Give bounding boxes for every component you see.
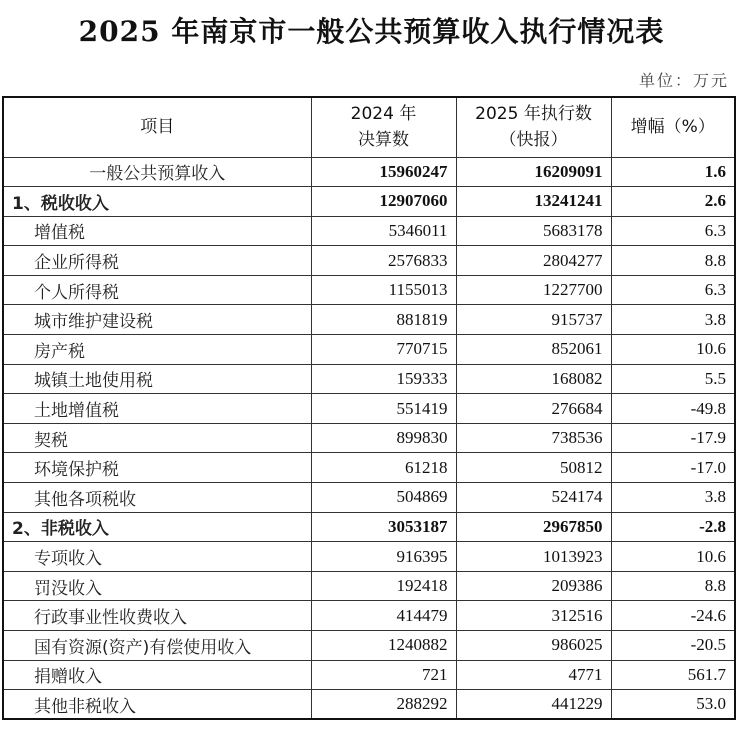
row-2025-value: 312516 xyxy=(456,601,611,631)
table-row xyxy=(3,690,735,720)
table-row xyxy=(3,483,735,513)
row-name: 国有资源(资产)有偿使用收入 xyxy=(3,631,311,661)
row-2024-value: 15960247 xyxy=(311,157,456,187)
row-name: 2、非税收入 xyxy=(3,512,311,542)
row-2025-value: 738536 xyxy=(456,423,611,453)
row-name: 捐赠收入 xyxy=(3,660,311,690)
table-row xyxy=(3,601,735,631)
row-2024-value: 5346011 xyxy=(311,216,456,246)
row-name: 罚没收入 xyxy=(3,571,311,601)
row-2025-value: 524174 xyxy=(456,483,611,513)
table-row xyxy=(3,305,735,335)
row-2024-value: 881819 xyxy=(311,305,456,335)
row-2024-value: 551419 xyxy=(311,394,456,424)
row-2025-value: 209386 xyxy=(456,571,611,601)
row-2025-value: 915737 xyxy=(456,305,611,335)
row-2025-value: 5683178 xyxy=(456,216,611,246)
row-name: 契税 xyxy=(3,423,311,453)
row-2024-value: 414479 xyxy=(311,601,456,631)
header-2025-execution: 2025 年执行数 （快报） xyxy=(456,97,611,157)
row-2025-value: 276684 xyxy=(456,394,611,424)
row-growth: 3.8 xyxy=(611,305,735,335)
unit-label: 单位：万元 xyxy=(638,71,729,90)
row-2025-value: 852061 xyxy=(456,335,611,365)
header-growth: 增幅（%） xyxy=(611,97,735,157)
row-name: 城市维护建设税 xyxy=(3,305,311,335)
row-growth: 8.8 xyxy=(611,571,735,601)
row-name: 城镇土地使用税 xyxy=(3,364,311,394)
header-item: 项目 xyxy=(3,97,311,157)
row-2024-value: 504869 xyxy=(311,483,456,513)
table-row-total xyxy=(3,157,735,187)
row-growth: 5.5 xyxy=(611,364,735,394)
table-row xyxy=(3,423,735,453)
row-name: 房产税 xyxy=(3,335,311,365)
row-2025-value: 2967850 xyxy=(456,512,611,542)
row-2024-value: 899830 xyxy=(311,423,456,453)
row-2024-value: 3053187 xyxy=(311,512,456,542)
row-growth: 6.3 xyxy=(611,216,735,246)
row-growth: 2.6 xyxy=(611,187,735,217)
row-name: 一般公共预算收入 xyxy=(3,157,311,187)
row-2024-value: 159333 xyxy=(311,364,456,394)
row-growth: 561.7 xyxy=(611,660,735,690)
row-2025-value: 13241241 xyxy=(456,187,611,217)
table-row-section xyxy=(3,187,735,217)
row-2024-value: 2576833 xyxy=(311,246,456,276)
row-2024-value: 61218 xyxy=(311,453,456,483)
row-2025-value: 986025 xyxy=(456,631,611,661)
row-name: 专项收入 xyxy=(3,542,311,572)
row-2024-value: 1240882 xyxy=(311,631,456,661)
row-growth: 10.6 xyxy=(611,335,735,365)
row-name: 行政事业性收费收入 xyxy=(3,601,311,631)
row-2024-value: 192418 xyxy=(311,571,456,601)
row-2025-value: 50812 xyxy=(456,453,611,483)
table-row xyxy=(3,216,735,246)
row-name: 企业所得税 xyxy=(3,246,311,276)
table-row xyxy=(3,453,735,483)
row-growth: -20.5 xyxy=(611,631,735,661)
row-growth: 8.8 xyxy=(611,246,735,276)
row-growth: -17.0 xyxy=(611,453,735,483)
row-growth: 1.6 xyxy=(611,157,735,187)
row-growth: 6.3 xyxy=(611,275,735,305)
row-2025-value: 441229 xyxy=(456,690,611,720)
row-growth: -49.8 xyxy=(611,394,735,424)
table-row xyxy=(3,335,735,365)
row-2024-value: 770715 xyxy=(311,335,456,365)
table-row xyxy=(3,660,735,690)
table-header-row xyxy=(3,97,735,157)
row-2025-value: 16209091 xyxy=(456,157,611,187)
row-2025-value: 4771 xyxy=(456,660,611,690)
budget-revenue-table xyxy=(2,96,736,720)
page-title: 2025 年南京市一般公共预算收入执行情况表 xyxy=(78,15,665,48)
row-growth: -17.9 xyxy=(611,423,735,453)
row-name: 环境保护税 xyxy=(3,453,311,483)
row-2025-value: 168082 xyxy=(456,364,611,394)
row-2024-value: 916395 xyxy=(311,542,456,572)
header-2024-final: 2024 年 决算数 xyxy=(311,97,456,157)
row-growth: 53.0 xyxy=(611,690,735,720)
table-row xyxy=(3,364,735,394)
row-name: 增值税 xyxy=(3,216,311,246)
table-row xyxy=(3,542,735,572)
row-growth: 3.8 xyxy=(611,483,735,513)
table-row xyxy=(3,246,735,276)
row-2024-value: 721 xyxy=(311,660,456,690)
row-2024-value: 288292 xyxy=(311,690,456,720)
row-2025-value: 2804277 xyxy=(456,246,611,276)
table-row xyxy=(3,275,735,305)
table-row xyxy=(3,631,735,661)
row-2025-value: 1227700 xyxy=(456,275,611,305)
row-name: 其他非税收入 xyxy=(3,690,311,720)
row-2024-value: 1155013 xyxy=(311,275,456,305)
row-name: 1、税收收入 xyxy=(3,187,311,217)
row-name: 其他各项税收 xyxy=(3,483,311,513)
row-name: 个人所得税 xyxy=(3,275,311,305)
table-row xyxy=(3,394,735,424)
table-row-section xyxy=(3,512,735,542)
row-name: 土地增值税 xyxy=(3,394,311,424)
table-row xyxy=(3,571,735,601)
row-2025-value: 1013923 xyxy=(456,542,611,572)
row-growth: -24.6 xyxy=(611,601,735,631)
row-growth: -2.8 xyxy=(611,512,735,542)
row-growth: 10.6 xyxy=(611,542,735,572)
row-2024-value: 12907060 xyxy=(311,187,456,217)
